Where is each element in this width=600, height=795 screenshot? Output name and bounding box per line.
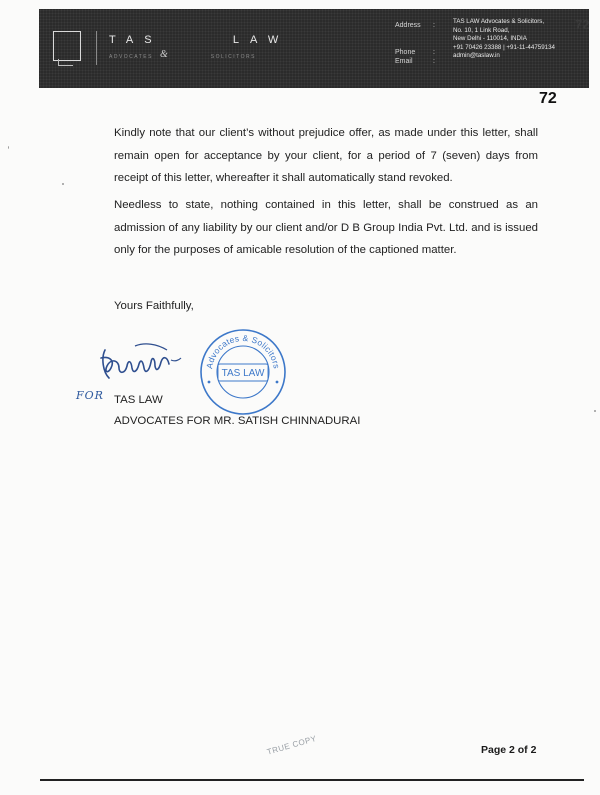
- phone-value: +91 70426 23388 | +91-11-44759134: [453, 43, 555, 51]
- contact-values: [453, 18, 555, 61]
- seal-center-text: TAS LAW: [221, 368, 265, 379]
- logo-divider: [96, 31, 97, 65]
- scan-speck: [8, 146, 9, 149]
- footer-page-indicator: Page 2 of 2: [481, 744, 537, 756]
- handwritten-for: FOR: [76, 389, 104, 402]
- brand-word-law: LAW: [232, 34, 290, 46]
- page-number: 72: [539, 90, 557, 107]
- phone-label: Phone: [395, 49, 416, 56]
- letterhead-banner: [39, 9, 589, 88]
- brand-word-tas: TAS: [109, 34, 163, 46]
- advocates-for-line: ADVOCATES FOR MR. SATISH CHINNADURAI: [114, 415, 361, 427]
- phone-separator: :: [433, 49, 435, 56]
- address-line-3: New Delhi - 110014, INDIA: [453, 35, 527, 42]
- brand-sub-left: ADVOCATES: [109, 54, 153, 60]
- address-separator: :: [433, 22, 435, 29]
- firm-seal-stamp: [198, 327, 288, 417]
- signature-image: [95, 338, 185, 386]
- seal-outer-text: Advocates & Solicitors: [204, 332, 282, 370]
- email-separator: :: [433, 58, 435, 65]
- firm-logo-icon: [53, 31, 81, 61]
- paragraph-no-admission: Needless to state, nothing contained in this letter, shall be construed as an admission of any liability by our client and/or D B Group India Pvt. Ltd. and is issued only for the purposes of amicable resolution of the captioned matter.: [114, 199, 538, 256]
- address-label: Address: [395, 22, 421, 29]
- paragraph-offer-validity: Kindly note that our client’s without prejudice offer, as made under this letter, shall remain open for acceptance by your client, for a period of 7 (seven) days from receipt of this letter, whereafter it shall automatically stand revoked.: [114, 127, 538, 184]
- closing-salutation: Yours Faithfully,: [114, 300, 194, 312]
- scan-speck: [594, 410, 596, 412]
- email-value: admin@taslaw.in: [453, 52, 500, 59]
- address-line-1: TAS LAW Advocates & Solicitors,: [453, 18, 545, 25]
- true-copy-stamp: TRUE COPY: [266, 733, 318, 757]
- brand-subtitle: [109, 54, 256, 60]
- brand-ampersand: &: [160, 49, 168, 60]
- page-stamp-top: 72: [575, 17, 590, 32]
- address-line-2: No. 10, 1 Link Road,: [453, 26, 510, 34]
- scan-speck: [62, 183, 64, 185]
- signatory-firm-name: TAS LAW: [114, 394, 163, 406]
- brand-sub-right: SOLICITORS: [210, 54, 256, 60]
- brand-wordmark: [109, 34, 289, 46]
- footer-rule: [40, 779, 584, 781]
- email-label: Email: [395, 58, 413, 65]
